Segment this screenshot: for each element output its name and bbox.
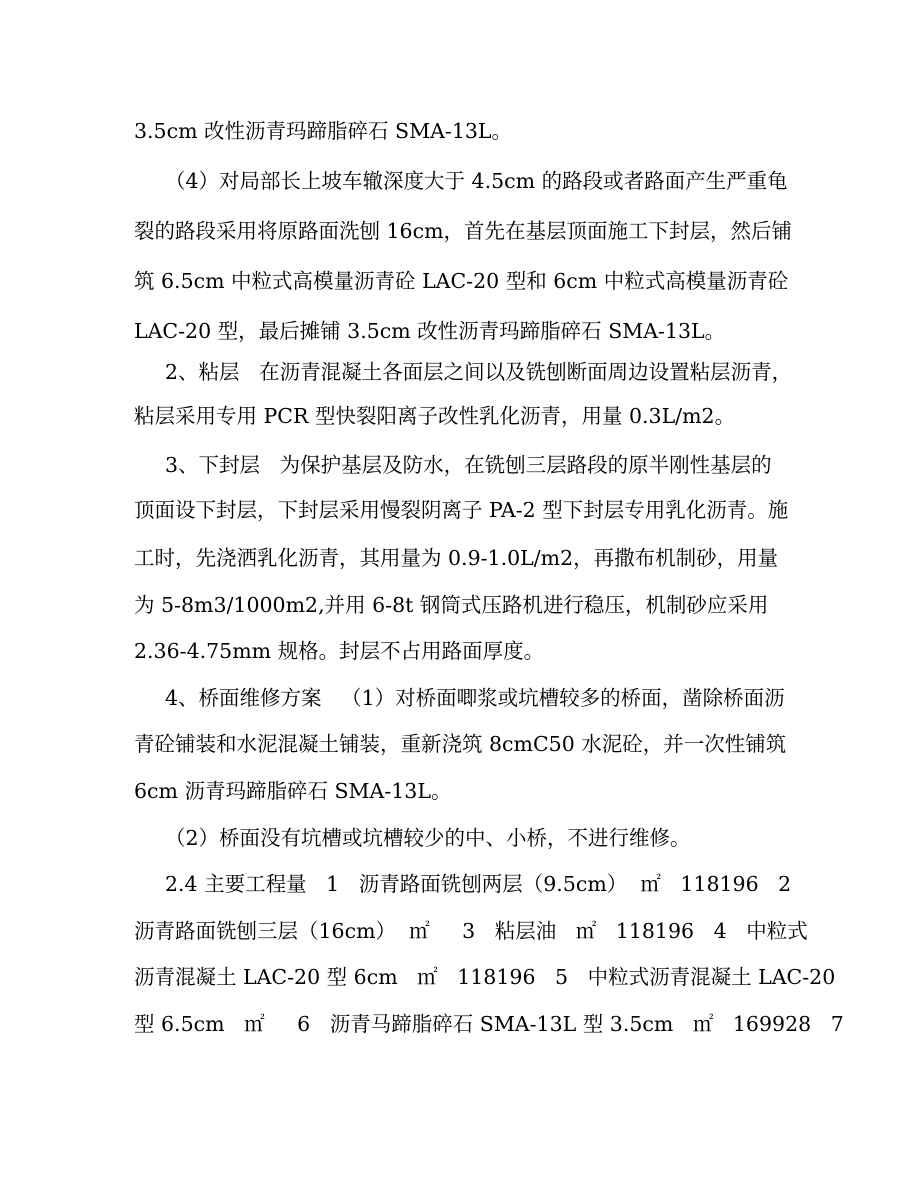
text-line: 2.36-4.75mm 规格。封层不占用路面厚度。 [134, 639, 545, 663]
text-line: LAC-20 型，最后摊铺 3.5cm 改性沥青玛蹄脂碎石 SMA-13L。 [134, 319, 726, 343]
text-line: 3、下封层 为保护基层及防水，在铣刨三层路段的原半刚性基层的 [165, 453, 772, 477]
text-line: 顶面设下封层，下封层采用慢裂阴离子 PA-2 型下封层专用乳化沥青。施 [134, 498, 789, 522]
text-line: 3.5cm 改性沥青玛蹄脂碎石 SMA-13L。 [134, 119, 513, 143]
text-line: 沥青路面铣刨三层（16cm） ㎡ 3 粘层油 ㎡ 118196 4 中粒式 [134, 919, 808, 943]
text-line: 工时，先浇洒乳化沥青，其用量为 0.9-1.0L/m2，再撒布机制砂，用量 [134, 546, 779, 570]
text-line: （4）对局部长上坡车辙深度大于 4.5cm 的路段或者路面产生严重龟 [165, 169, 788, 193]
text-line: 沥青混凝土 LAC-20 型 6cm ㎡ 118196 5 中粒式沥青混凝土 LAC-20 [134, 965, 836, 989]
text-line: （2）桥面没有坑槽或坑槽较少的中、小桥，不进行维修。 [165, 826, 691, 850]
text-line: 2、粘层 在沥青混凝土各面层之间以及铣刨断面周边设置粘层沥青， [165, 360, 793, 384]
text-line: 粘层采用专用 PCR 型快裂阳离子改性乳化沥青，用量 0.3L/m2。 [134, 404, 736, 428]
text-line: 型 6.5cm ㎡ 6 沥青马蹄脂碎石 SMA-13L 型 3.5cm ㎡ 169928 7 [134, 1012, 844, 1036]
text-line: 6cm 沥青玛蹄脂碎石 SMA-13L。 [134, 779, 452, 803]
text-line: 为 5-8m3/1000m2,并用 6-8t 钢筒式压路机进行稳压，机制砂应采用 [134, 593, 769, 617]
text-line: 筑 6.5cm 中粒式高模量沥青砼 LAC-20 型和 6cm 中粒式高模量沥青砼 [134, 269, 789, 293]
text-line: 4、桥面维修方案 （1）对桥面唧浆或坑槽较多的桥面，凿除桥面沥 [165, 686, 785, 710]
text-line: 2.4 主要工程量 1 沥青路面铣刨两层（9.5cm） ㎡ 118196 2 [165, 872, 792, 896]
text-line: 青砼铺装和水泥混凝土铺装，重新浇筑 8cmC50 水泥砼，并一次性铺筑 [134, 732, 787, 756]
text-line: 裂的路段采用将原路面洗刨 16cm，首先在基层顶面施工下封层，然后铺 [134, 219, 793, 243]
